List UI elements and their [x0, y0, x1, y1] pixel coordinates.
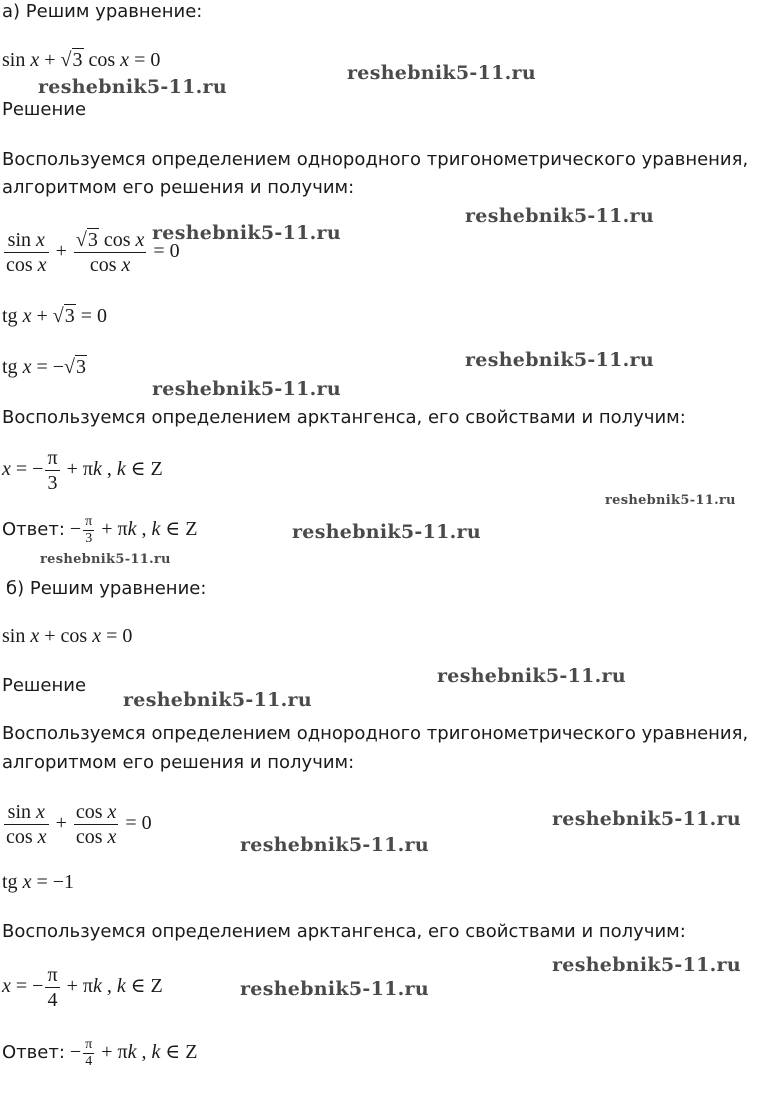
part-b-arctan-line: Воспользуемся определением арктангенса, его свойствами и получим:: [2, 921, 686, 942]
watermark: reshebnik5-11.ru: [123, 689, 312, 711]
part-b-intro-line1: Воспользуемся определением однородного тригонометрического уравнения,: [2, 723, 749, 744]
part-a-step3: tg x = −√3: [2, 356, 86, 378]
part-b-solution-label: Решение: [2, 675, 87, 696]
part-b-equation: sin x + cos x = 0: [2, 625, 133, 647]
part-a-equation: sin x + √3 cos x = 0: [2, 49, 161, 71]
watermark: reshebnik5-11.ru: [465, 349, 654, 371]
watermark: reshebnik5-11.ru: [40, 552, 171, 567]
part-a-intro-line1: Воспользуемся определением однородного тригонометрического уравнения,: [2, 149, 749, 170]
part-a-solution-label: Решение: [2, 99, 87, 120]
part-b-heading: б) Решим уравнение:: [6, 578, 207, 599]
part-a-intro-line2: алгоритмом его решения и получим:: [2, 177, 355, 198]
watermark: reshebnik5-11.ru: [240, 978, 429, 1000]
part-b-intro-line2: алгоритмом его решения и получим:: [2, 752, 355, 773]
watermark: reshebnik5-11.ru: [152, 222, 341, 244]
part-a-step2: tg x + √3 = 0: [2, 305, 107, 327]
part-a-step1: $\frac{\text{sin x}}{\text{cos x}}$ + $\frac{\text{√3 cos x}}{\text{cos x}}$ = 0: [6, 229, 180, 276]
part-a-arctan-line: Воспользуемся определением арктангенса, его свойствами и получим:: [2, 407, 686, 428]
watermark: reshebnik5-11.ru: [292, 521, 481, 543]
watermark: reshebnik5-11.ru: [465, 205, 654, 227]
watermark: reshebnik5-11.ru: [552, 808, 741, 830]
part-b-step2: tg x = −1: [2, 871, 75, 893]
part-b-step1: $\frac{\text{sin x}}{\text{cos x}}$ + $\frac{\text{cos x}}{\text{cos x}}$ = 0: [6, 801, 152, 848]
watermark: reshebnik5-11.ru: [152, 378, 341, 400]
part-b-answer: Ответ: − $\frac{\pi}{4}$ + πk , k ∈ Z: [2, 1037, 198, 1069]
part-b-answer-label: Ответ:: [2, 1042, 65, 1064]
part-a-answer-label: Ответ:: [2, 519, 65, 541]
watermark: reshebnik5-11.ru: [38, 76, 227, 98]
part-a-heading: а) Решим уравнение:: [2, 1, 203, 22]
watermark: reshebnik5-11.ru: [437, 665, 626, 687]
watermark: reshebnik5-11.ru: [347, 62, 536, 84]
watermark: reshebnik5-11.ru: [605, 493, 736, 508]
part-b-result: x = − $\frac{\pi}{4}$ + πk , k ∈ Z: [2, 964, 163, 1011]
part-a-answer: Ответ: − $\frac{\pi}{3}$ + πk , k ∈ Z: [2, 514, 198, 546]
watermark: reshebnik5-11.ru: [240, 834, 429, 856]
part-a-result: x = − $\frac{\pi}{3}$ + πk , k ∈ Z: [2, 447, 163, 494]
watermark: reshebnik5-11.ru: [552, 954, 741, 976]
